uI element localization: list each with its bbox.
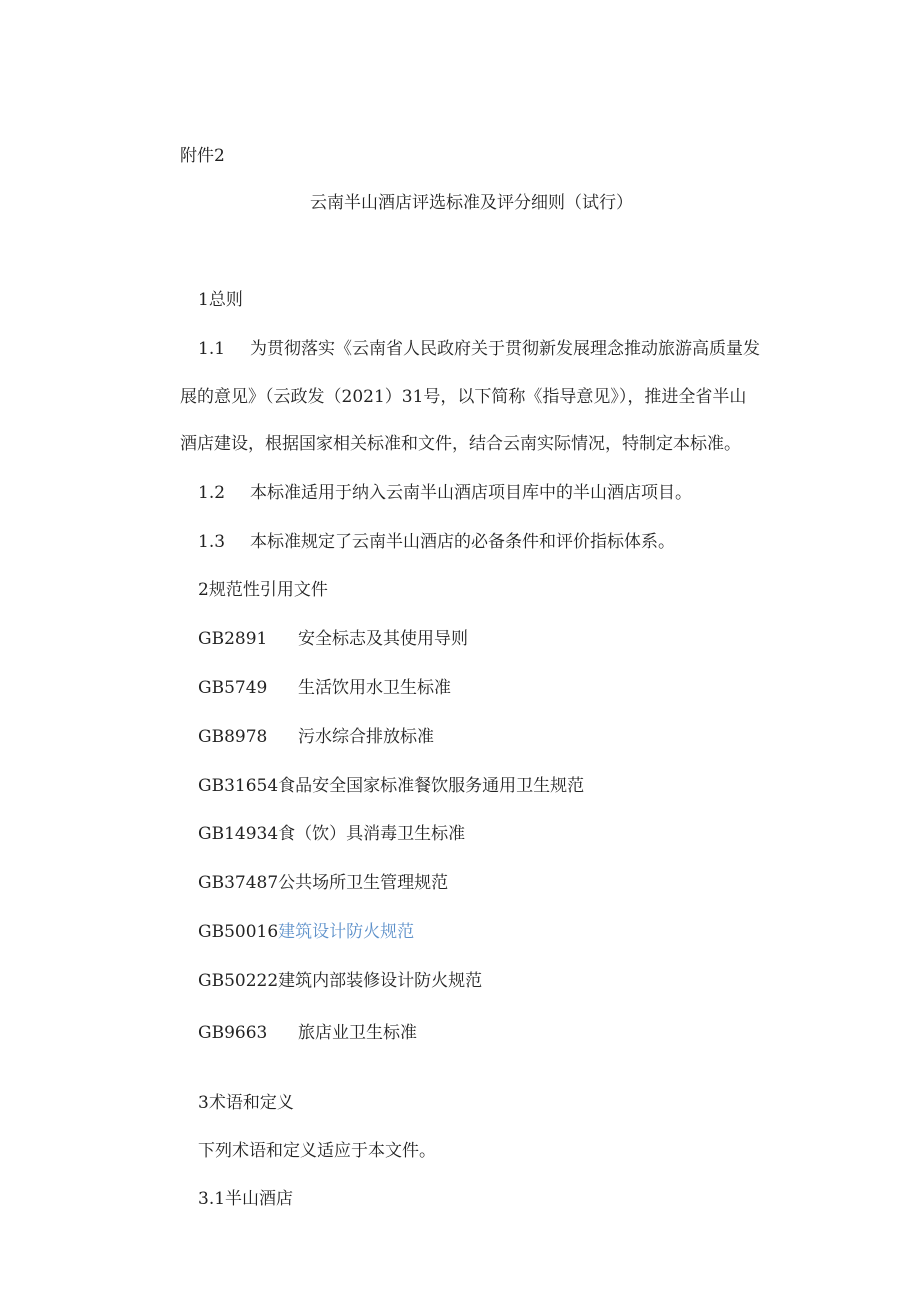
paragraph-number: 1.3 xyxy=(198,532,226,552)
reference-item xyxy=(198,871,448,895)
reference-item xyxy=(198,1021,417,1045)
subsection-3-1-heading: 3.1半山酒店 xyxy=(198,1189,294,1209)
paragraph-number: 1.2 xyxy=(198,483,226,503)
paragraph-text: 为贯彻落实《云南省人民政府关于贯彻新发展理念推动旅游高质量发 xyxy=(250,339,760,359)
paragraph-1-3 xyxy=(198,530,675,554)
reference-code: GB31654 xyxy=(198,776,279,796)
section-2-heading: 2规范性引用文件 xyxy=(198,580,328,600)
reference-title: 公共场所卫生管理规范 xyxy=(278,873,449,893)
reference-item xyxy=(198,969,482,993)
reference-title: 安全标志及其使用导则 xyxy=(298,629,468,649)
reference-code: GB50222 xyxy=(198,971,279,991)
reference-item xyxy=(198,774,584,798)
section-3-intro: 下列术语和定义适应于本文件。 xyxy=(198,1141,436,1161)
paragraph-1-2 xyxy=(198,481,692,505)
document-title: 云南半山酒店评选标准及评分细则（试行） xyxy=(310,193,633,213)
reference-item xyxy=(198,822,465,846)
reference-item xyxy=(198,627,468,651)
section-1-heading: 1总则 xyxy=(198,290,243,310)
reference-title-link[interactable]: 建筑设计防火规范 xyxy=(278,922,415,942)
reference-code: GB2891 xyxy=(198,629,268,649)
reference-code: GB5749 xyxy=(198,678,268,698)
reference-code: GB50016 xyxy=(198,922,279,942)
paragraph-1-1-line-1 xyxy=(198,337,760,361)
reference-title: 食品安全国家标准餐饮服务通用卫生规范 xyxy=(278,776,585,796)
paragraph-1-1-line-2: 展的意见》（云政发（2021）31号，以下简称《指导意见》），推进全省半山 xyxy=(180,387,747,407)
reference-title: 建筑内部装修设计防火规范 xyxy=(278,971,483,991)
reference-item xyxy=(198,676,451,700)
section-3-heading: 3术语和定义 xyxy=(198,1093,294,1113)
reference-item xyxy=(198,920,414,944)
reference-title: 食（饮）具消毒卫生标准 xyxy=(278,824,466,844)
reference-title: 生活饮用水卫生标准 xyxy=(298,678,451,698)
attachment-label: 附件2 xyxy=(180,146,225,166)
paragraph-text: 本标准规定了云南半山酒店的必备条件和评价指标体系。 xyxy=(250,532,675,552)
paragraph-text: 本标准适用于纳入云南半山酒店项目库中的半山酒店项目。 xyxy=(250,483,692,503)
reference-title: 污水综合排放标准 xyxy=(298,727,434,747)
reference-code: GB8978 xyxy=(198,727,268,747)
reference-code: GB14934 xyxy=(198,824,279,844)
reference-title: 旅店业卫生标准 xyxy=(298,1023,417,1043)
paragraph-1-1-line-3: 酒店建设，根据国家相关标准和文件，结合云南实际情况，特制定本标准。 xyxy=(180,434,741,454)
reference-code: GB37487 xyxy=(198,873,279,893)
paragraph-number: 1.1 xyxy=(198,339,226,359)
reference-code: GB9663 xyxy=(198,1023,268,1043)
reference-item xyxy=(198,725,434,749)
